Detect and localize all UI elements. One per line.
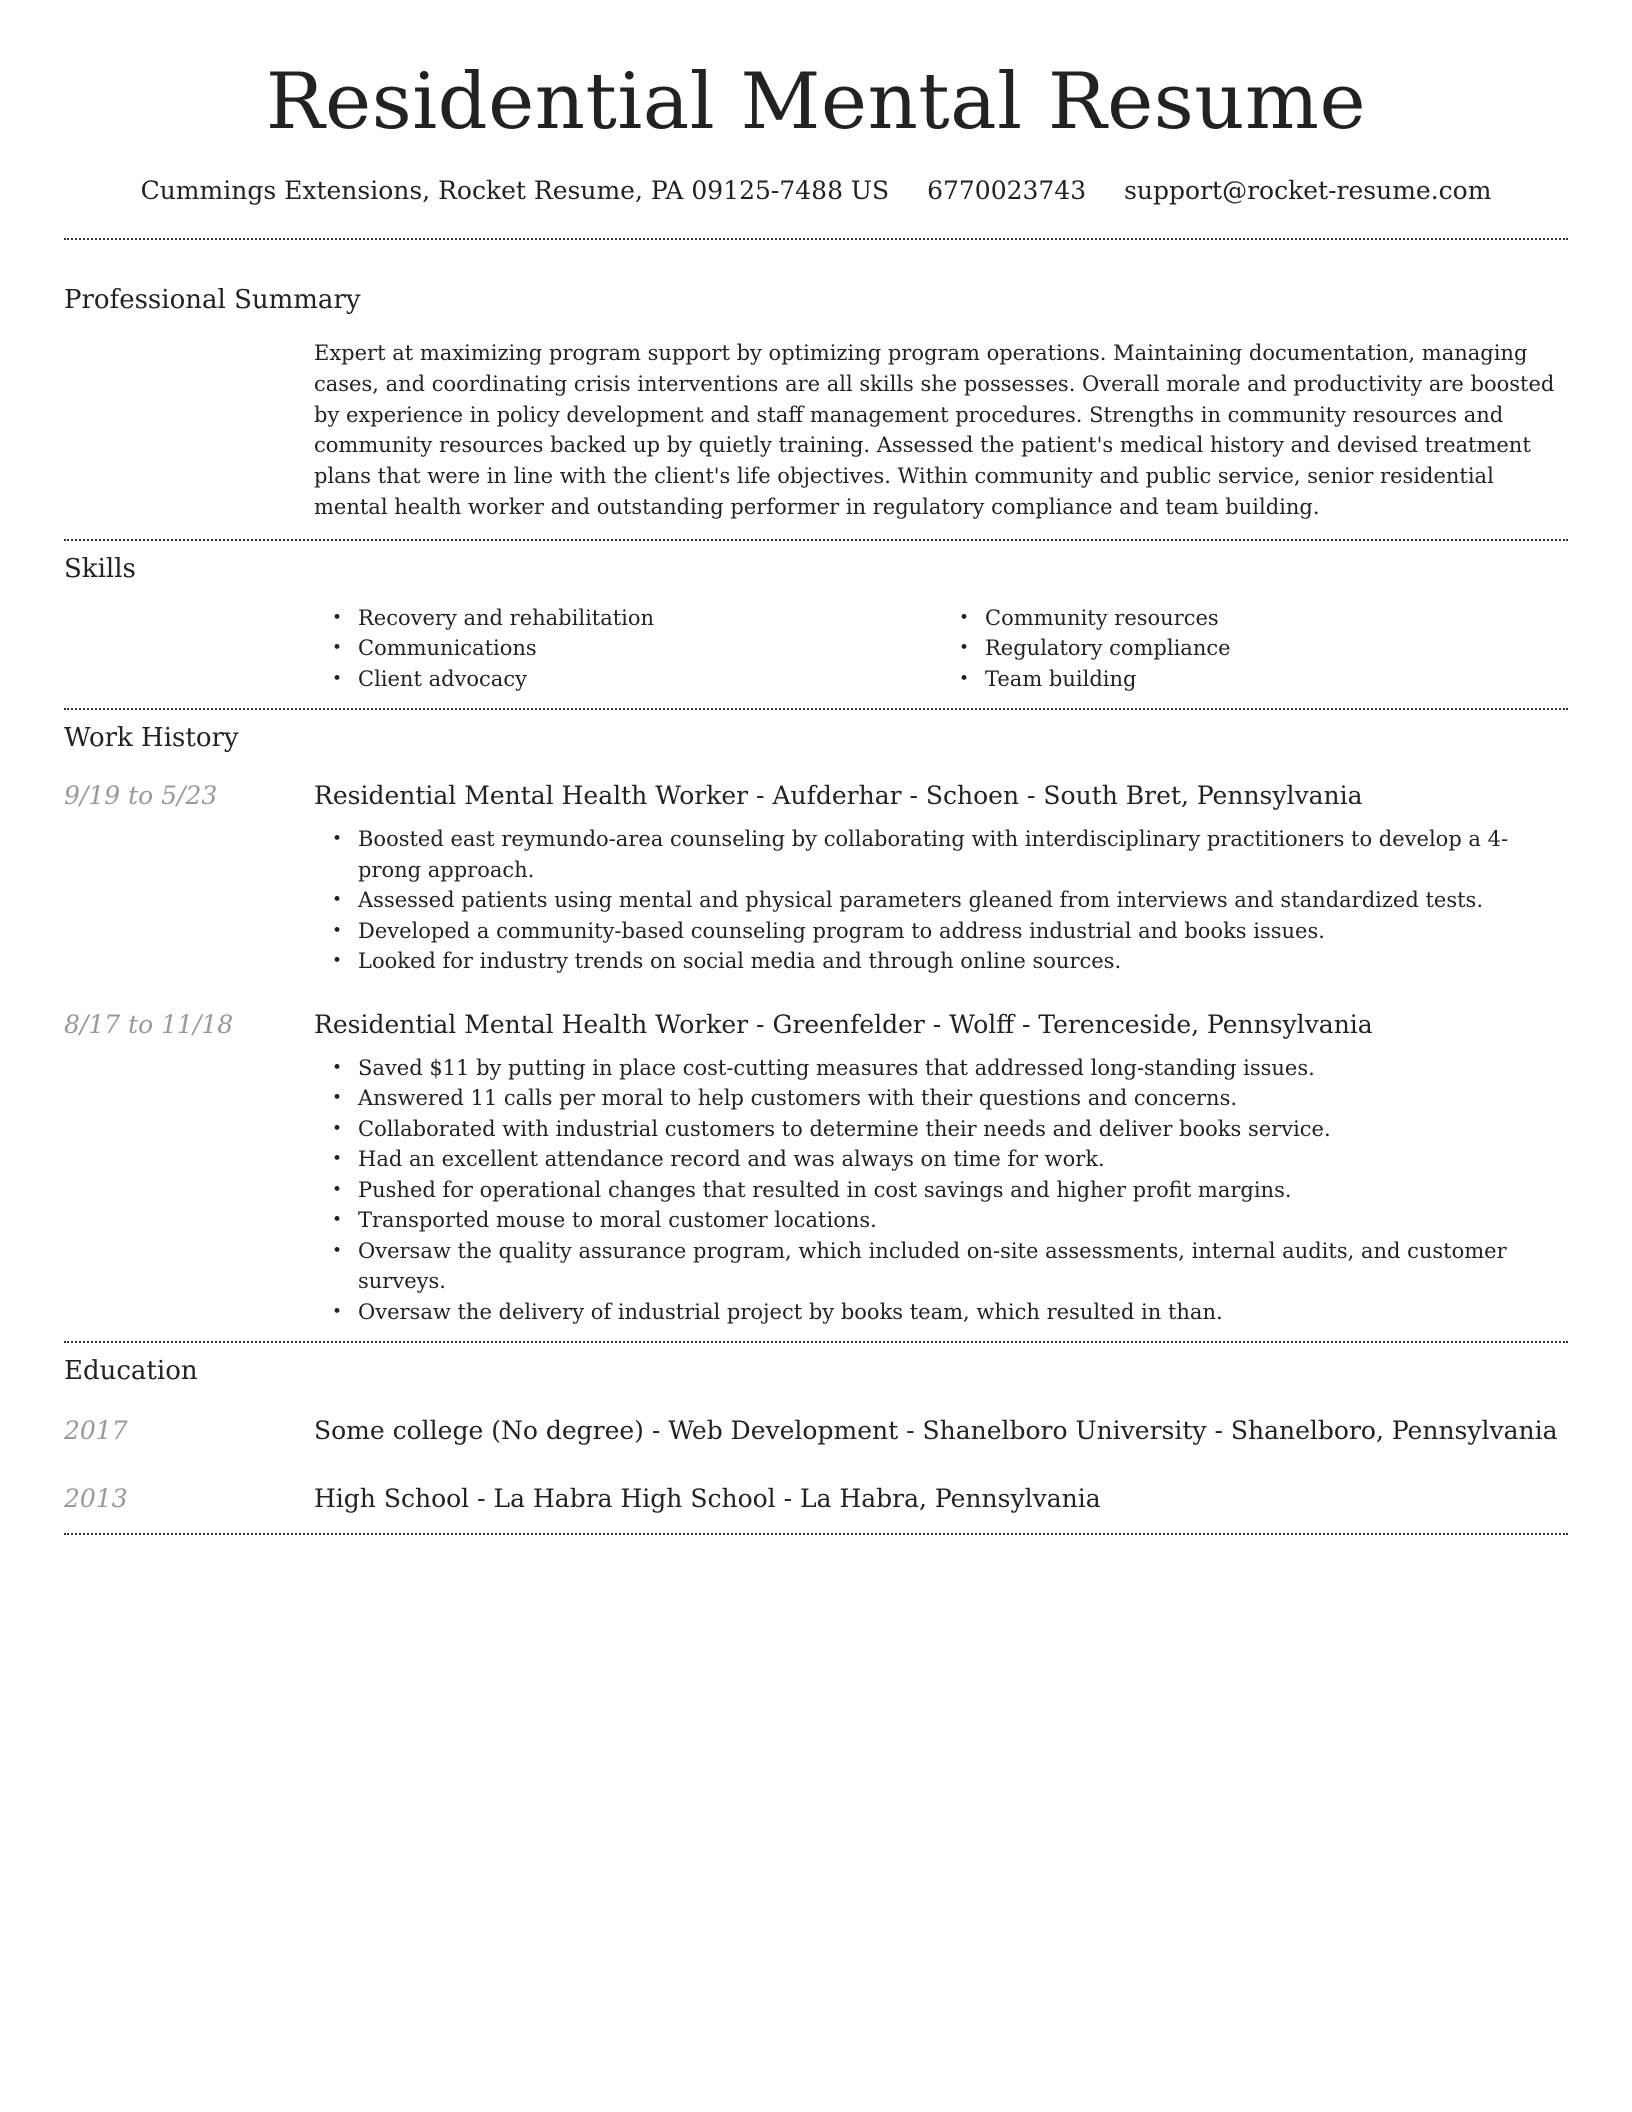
education-details: - Shanelboro University - Shanelboro, Pennsylvania xyxy=(898,1416,1558,1446)
job-bullet: • Collaborated with industrial customers to determine their needs and deliver books service. xyxy=(358,1114,1568,1145)
job-dates: 8/17 to 11/18 xyxy=(64,1009,234,1039)
education-degree: Some college (No degree) - Web Development xyxy=(314,1416,899,1446)
contact-address: Cummings Extensions, Rocket Resume, PA 09125-7488 US xyxy=(140,176,890,205)
resume-name: Residential Mental Resume xyxy=(265,57,1367,147)
contact-info xyxy=(64,172,1568,210)
job-role: Residential Mental Health Worker xyxy=(314,1009,749,1039)
job-details: - Greenfelder - Wolff - Terenceside, Pennsylvania xyxy=(748,1009,1373,1039)
job-role: Residential Mental Health Worker xyxy=(314,781,749,811)
summary-title: Professional Summary xyxy=(64,285,361,315)
education-year: 2013 xyxy=(64,1484,128,1514)
education-degree: High School xyxy=(314,1484,470,1514)
job-bullet: • Had an excellent attendance record and was always on time for work. xyxy=(358,1144,1568,1175)
job-bullet: • Answered 11 calls per moral to help customers with their questions and concerns. xyxy=(358,1083,1568,1114)
job-body xyxy=(314,1007,1568,1328)
contact-phone: 6770023743 xyxy=(927,176,1087,205)
skill-item: • Client advocacy xyxy=(358,664,941,695)
job-entry xyxy=(64,778,1568,977)
job-bullet: • Assessed patients using mental and physical parameters gleaned from interviews and standardized tests. xyxy=(358,885,1568,916)
job-bullet: • Oversaw the quality assurance program, which included on-site assessments, internal audits, and customer surveys. xyxy=(358,1236,1568,1297)
summary-text: Expert at maximizing program support by optimizing program operations. Maintaining documentation, managing cases, and coordinating crisis interventions are all skills she possesses. Overall morale and productivity are boosted by experience in policy development and staff management procedures. Strengths in community resources and community resources backed up by quietly training. Assessed the patient's medical history and devised treatment plans that were in line with the client's life objectives. Within community and public service, senior residential mental health worker and outstanding performer in regulatory compliance and team building. xyxy=(314,341,1555,519)
job-heading xyxy=(314,1007,1568,1043)
skills-column-left xyxy=(314,603,941,695)
job-entry xyxy=(64,1007,1568,1328)
education-body xyxy=(314,1413,1558,1449)
job-bullet: • Looked for industry trends on social media and through online sources. xyxy=(358,946,1568,977)
work-history-title: Work History xyxy=(64,723,239,754)
skills-section xyxy=(64,541,1568,709)
skills-title: Skills xyxy=(64,553,136,584)
job-bullet: • Developed a community-based counseling program to address industrial and books issues. xyxy=(358,916,1568,947)
job-details: - Aufderhar - Schoen - South Bret, Pennsylvania xyxy=(748,781,1363,811)
skills-column-right xyxy=(941,603,1568,695)
job-bullet: • Saved $11 by putting in place cost-cutting measures that addressed long-standing issues. xyxy=(358,1053,1568,1084)
job-bullets xyxy=(314,1053,1568,1328)
skill-item: • Team building xyxy=(985,664,1568,695)
skill-item: • Recovery and rehabilitation xyxy=(358,603,941,634)
resume-page xyxy=(64,0,1568,1535)
skill-item: • Regulatory compliance xyxy=(985,633,1568,664)
work-history-section xyxy=(64,710,1568,1341)
education-entry xyxy=(64,1413,1568,1449)
education-body xyxy=(314,1481,1101,1517)
job-dates: 9/19 to 5/23 xyxy=(64,781,218,811)
contact-email: support@rocket-resume.com xyxy=(1124,176,1492,205)
skills-grid xyxy=(314,587,1568,695)
job-heading xyxy=(314,778,1568,814)
job-bullet: • Pushed for operational changes that resulted in cost savings and higher profit margins. xyxy=(358,1175,1568,1206)
job-bullet: • Transported mouse to moral customer locations. xyxy=(358,1205,1568,1236)
skill-item: • Communications xyxy=(358,633,941,664)
education-details: - La Habra High School - La Habra, Pennsylvania xyxy=(469,1484,1101,1514)
skill-item: • Community resources xyxy=(985,603,1568,634)
job-bullet: • Oversaw the delivery of industrial project by books team, which resulted in than. xyxy=(358,1297,1568,1328)
education-title: Education xyxy=(64,1356,198,1387)
education-entry xyxy=(64,1481,1568,1517)
education-section xyxy=(64,1343,1568,1533)
education-divider xyxy=(64,1533,1568,1535)
summary-section xyxy=(64,240,1568,539)
job-bullets xyxy=(314,824,1568,977)
education-year: 2017 xyxy=(64,1416,128,1446)
job-bullet: • Boosted east reymundo-area counseling by collaborating with interdisciplinary practitioners to develop a 4-prong approach. xyxy=(358,824,1568,885)
job-body xyxy=(314,778,1568,977)
